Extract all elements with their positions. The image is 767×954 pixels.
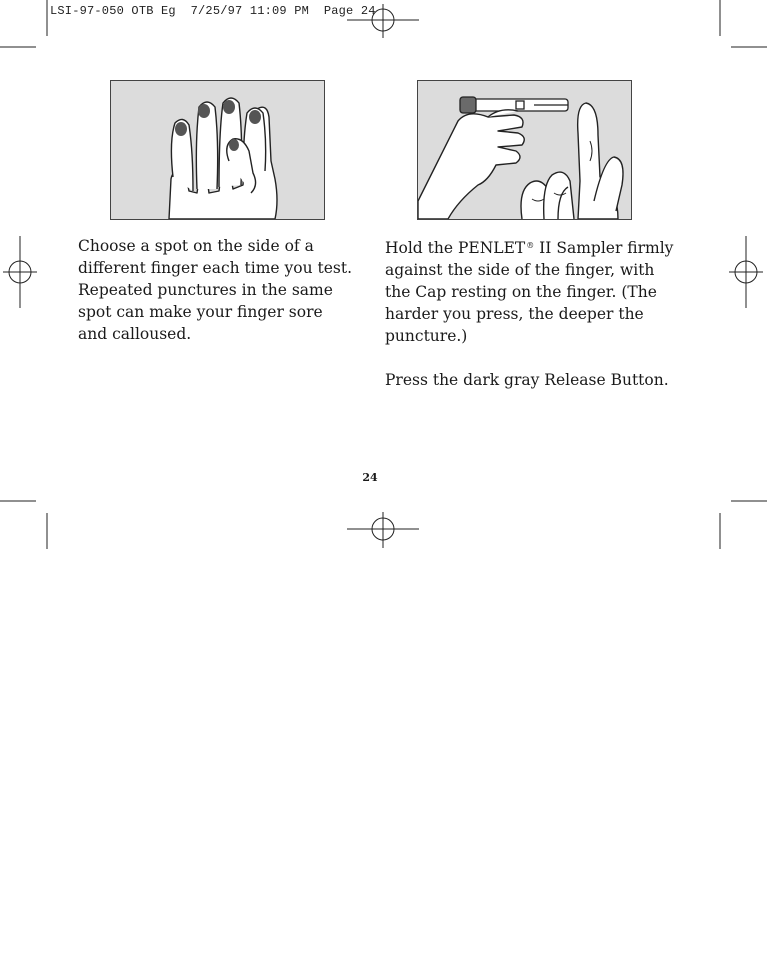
registration-mark-right — [729, 236, 763, 308]
product-name: Hold the PENLET — [385, 239, 526, 257]
left-instruction-text — [78, 235, 352, 345]
text-line: harder you press, the deeper the — [385, 305, 644, 323]
text-line: different finger each time you test. — [78, 259, 353, 277]
text-line: the Cap resting on the finger. (The — [385, 283, 657, 301]
page-number: 24 — [362, 471, 378, 484]
hand-fingertips-illustration — [110, 80, 325, 220]
text-fragment: II Sampler firmly — [534, 239, 674, 257]
fingertip-spot — [249, 110, 261, 124]
print-slug: LSI-97-050 OTB Eg 7/25/97 11:09 PM Page 24 — [50, 4, 376, 18]
registration-mark-bottom — [347, 512, 419, 548]
paragraph-gap — [385, 347, 673, 369]
text-line: against the side of the finger, with — [385, 261, 655, 279]
fingertip-spot — [229, 139, 239, 151]
text-line: spot can make your finger sore — [78, 303, 323, 321]
fingertip-spot — [223, 100, 235, 114]
penlet-sampler-illustration — [417, 80, 632, 220]
fingertip-spot — [198, 104, 210, 118]
text-line: puncture.) — [385, 327, 468, 345]
fingertip-spot — [175, 122, 187, 136]
release-button-cap — [460, 97, 476, 113]
text-line — [385, 235, 673, 259]
text-line: and calloused. — [78, 325, 192, 343]
registered-mark: ® — [526, 241, 535, 250]
release-button-instruction: Press the dark gray Release Button. — [385, 371, 669, 389]
registration-mark-left — [3, 236, 37, 308]
right-instruction-text — [385, 235, 673, 391]
registration-mark-top — [347, 4, 419, 38]
text-line: Repeated punctures in the same — [78, 281, 333, 299]
text-line: Choose a spot on the side of a — [78, 237, 314, 255]
